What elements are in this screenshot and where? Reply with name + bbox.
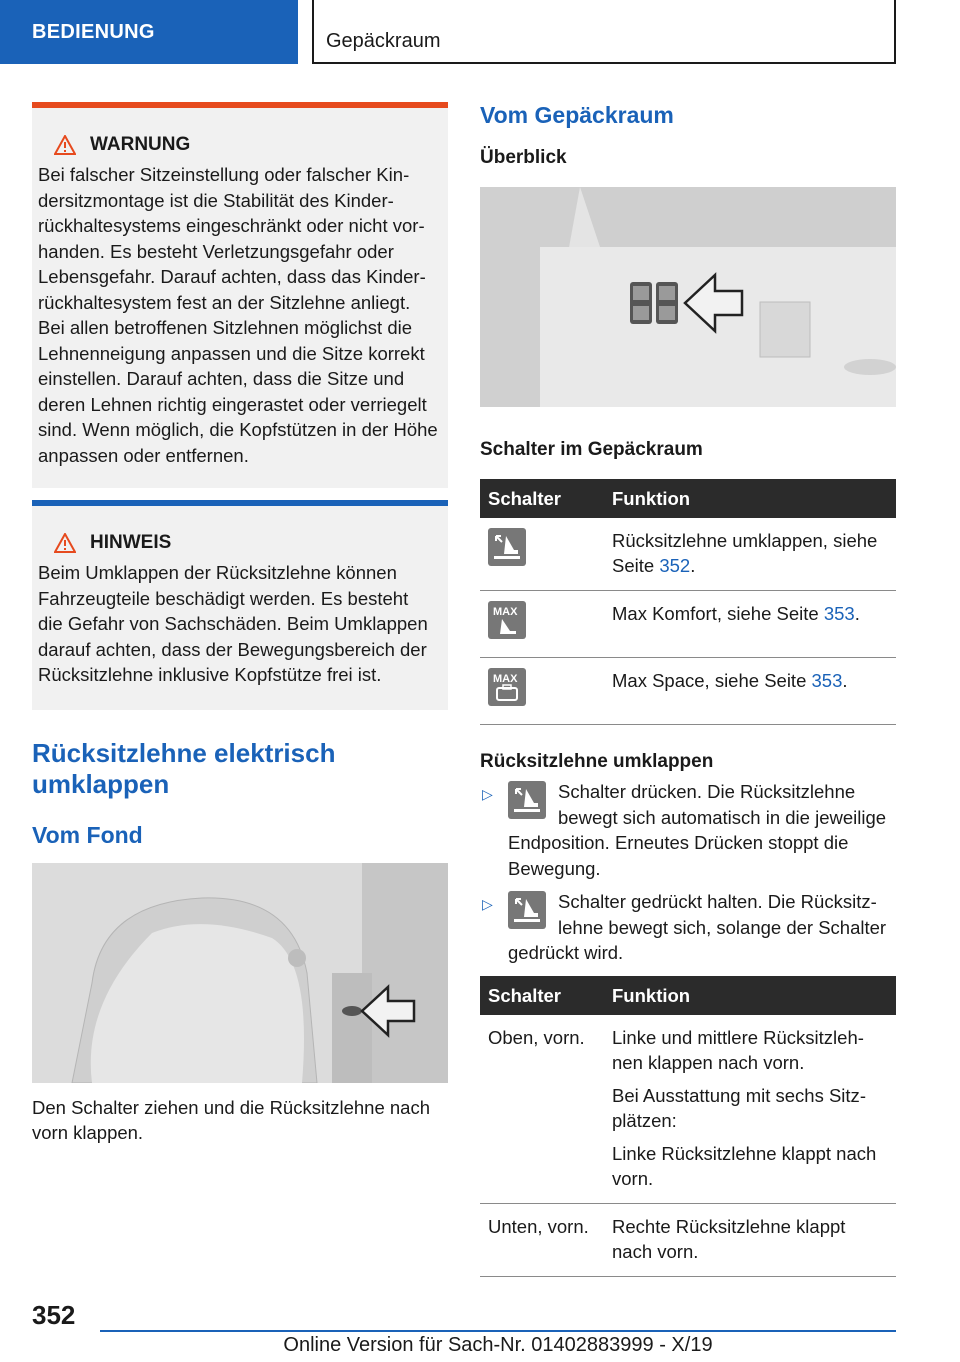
warning-triangle-icon — [54, 135, 76, 155]
seat-fold-icon — [508, 891, 546, 929]
seat-fold-icon — [488, 528, 526, 566]
right-column — [480, 102, 896, 1277]
footer-text: Online Version für Sach-Nr. 01402883999 - X/19 — [283, 1334, 713, 1356]
table-cell-function: Rechte Rücksitzlehne klappt nach vorn. — [604, 1203, 896, 1276]
warning-triangle-icon — [54, 533, 76, 553]
footer-divider — [100, 1330, 896, 1332]
warning-text: Bei falscher Sitzeinstellung oder falscher Kindersitzmontage ist die Stabilität des Kinderrückhaltesystems eingeschränkt oder nicht vorhanden. Es besteht Verletzungsgefahr oder Lebensgefahr. Darauf achten, dass das Kinderrückhaltesystem fest an der Sitzlehne anliegt. Bei allen betroffenen Sitzlehnen möglichst die Lehnenneigung anpassen und die Sitze korrekt einstellen. Darauf achten, dass die Sitze und deren Lehnen richtig eingerastet oder verriegelt sind. Wenn möglich, die Kopfstützen in der Höhe anpassen oder entfernen. — [38, 164, 438, 466]
table-header-funktion: Funktion — [604, 976, 896, 1015]
svg-text:MAX: MAX — [493, 673, 518, 685]
table-row — [480, 1203, 896, 1276]
list-item — [480, 779, 896, 881]
table-header-schalter: Schalter — [480, 479, 604, 518]
table-header-funktion: Funktion — [604, 479, 896, 518]
bullet-triangle-icon: ▷ — [482, 786, 493, 802]
seat-fold-icon — [508, 781, 546, 819]
switch-table — [480, 479, 896, 725]
fold-heading: Rücksitzlehne umklappen — [480, 751, 714, 772]
table-cell-function: Max Komfort, siehe Seite 353. — [604, 591, 896, 658]
table-row — [480, 1015, 896, 1204]
page-number: 352 — [32, 1300, 76, 1330]
warning-title: WARNUNG — [90, 134, 191, 155]
table-cell-switch: Oben, vorn. — [480, 1015, 604, 1204]
switch-heading: Schalter im Gepäckraum — [480, 439, 703, 460]
table-row — [480, 591, 896, 658]
page-ref-link[interactable]: 353 — [811, 670, 843, 691]
section-heading-rear-fold: Rücksitzlehne elektrisch umklappen — [32, 737, 336, 799]
table-cell-function: Linke und mittlere Rücksitzlehnen klappen nach vorn. Bei Ausstattung mit sechs Sitzplätzen: Linke Rücksitzlehne klappt nach vorn. — [604, 1015, 896, 1204]
bullet-triangle-icon: ▷ — [482, 896, 493, 912]
table-cell-switch: Unten, vorn. — [480, 1203, 604, 1276]
table-cell-function: Max Space, siehe Seite 353. — [604, 658, 896, 725]
trunk-illustration — [480, 187, 896, 407]
svg-text:MAX: MAX — [493, 606, 518, 618]
note-title: HINWEIS — [90, 532, 172, 553]
header-chapter: Gepäckraum — [312, 0, 896, 64]
subheading-vom-gepaeckraum: Vom Gepäckraum — [480, 102, 674, 128]
list-item — [480, 889, 896, 966]
overview-heading: Überblick — [480, 147, 567, 168]
trunk-photo — [480, 187, 896, 407]
table-row — [480, 658, 896, 725]
table-cell-function: Rücksitzlehne umklappen, siehe Seite 352. — [604, 518, 896, 591]
subheading-vom-fond: Vom Fond — [32, 821, 143, 848]
max-space-icon — [488, 668, 526, 706]
step-text: Schalter gedrückt halten. Die Rücksitzlehne bewegt sich, solange der Schalter gedrückt wird. — [508, 891, 887, 963]
page-ref-link[interactable]: 353 — [823, 603, 855, 624]
header-section: BEDIENUNG — [0, 0, 298, 64]
warning-heading — [38, 134, 438, 156]
left-column — [32, 102, 448, 1146]
rear-seat-photo — [32, 863, 448, 1083]
note-text: Beim Umklappen der Rücksitzlehne können Fahrzeugteile beschädigt werden. Es besteht die Gefahr von Sachschäden. Beim Umklappen darauf achten, dass der Bewegungsbereich der Rücksitzlehne inklusive Kopfstütze frei ist. — [38, 562, 428, 685]
max-comfort-icon — [488, 601, 526, 639]
table-header-schalter: Schalter — [480, 976, 604, 1015]
page-ref-link[interactable]: 352 — [659, 555, 691, 576]
rear-fold-caption: Den Schalter ziehen und die Rücksitzlehne nach vorn klappen. — [32, 1096, 430, 1143]
table-row — [480, 518, 896, 591]
note-heading — [38, 532, 438, 554]
note-box — [32, 500, 448, 710]
rear-seat-illustration — [32, 863, 448, 1083]
fold-steps-list — [480, 779, 896, 966]
warning-box — [32, 102, 448, 488]
step-text: Schalter drücken. Die Rücksitzlehne bewegt sich automatisch in die jeweilige Endposition. Erneutes Drücken stoppt die Bewegung. — [508, 781, 887, 879]
position-table — [480, 976, 896, 1277]
